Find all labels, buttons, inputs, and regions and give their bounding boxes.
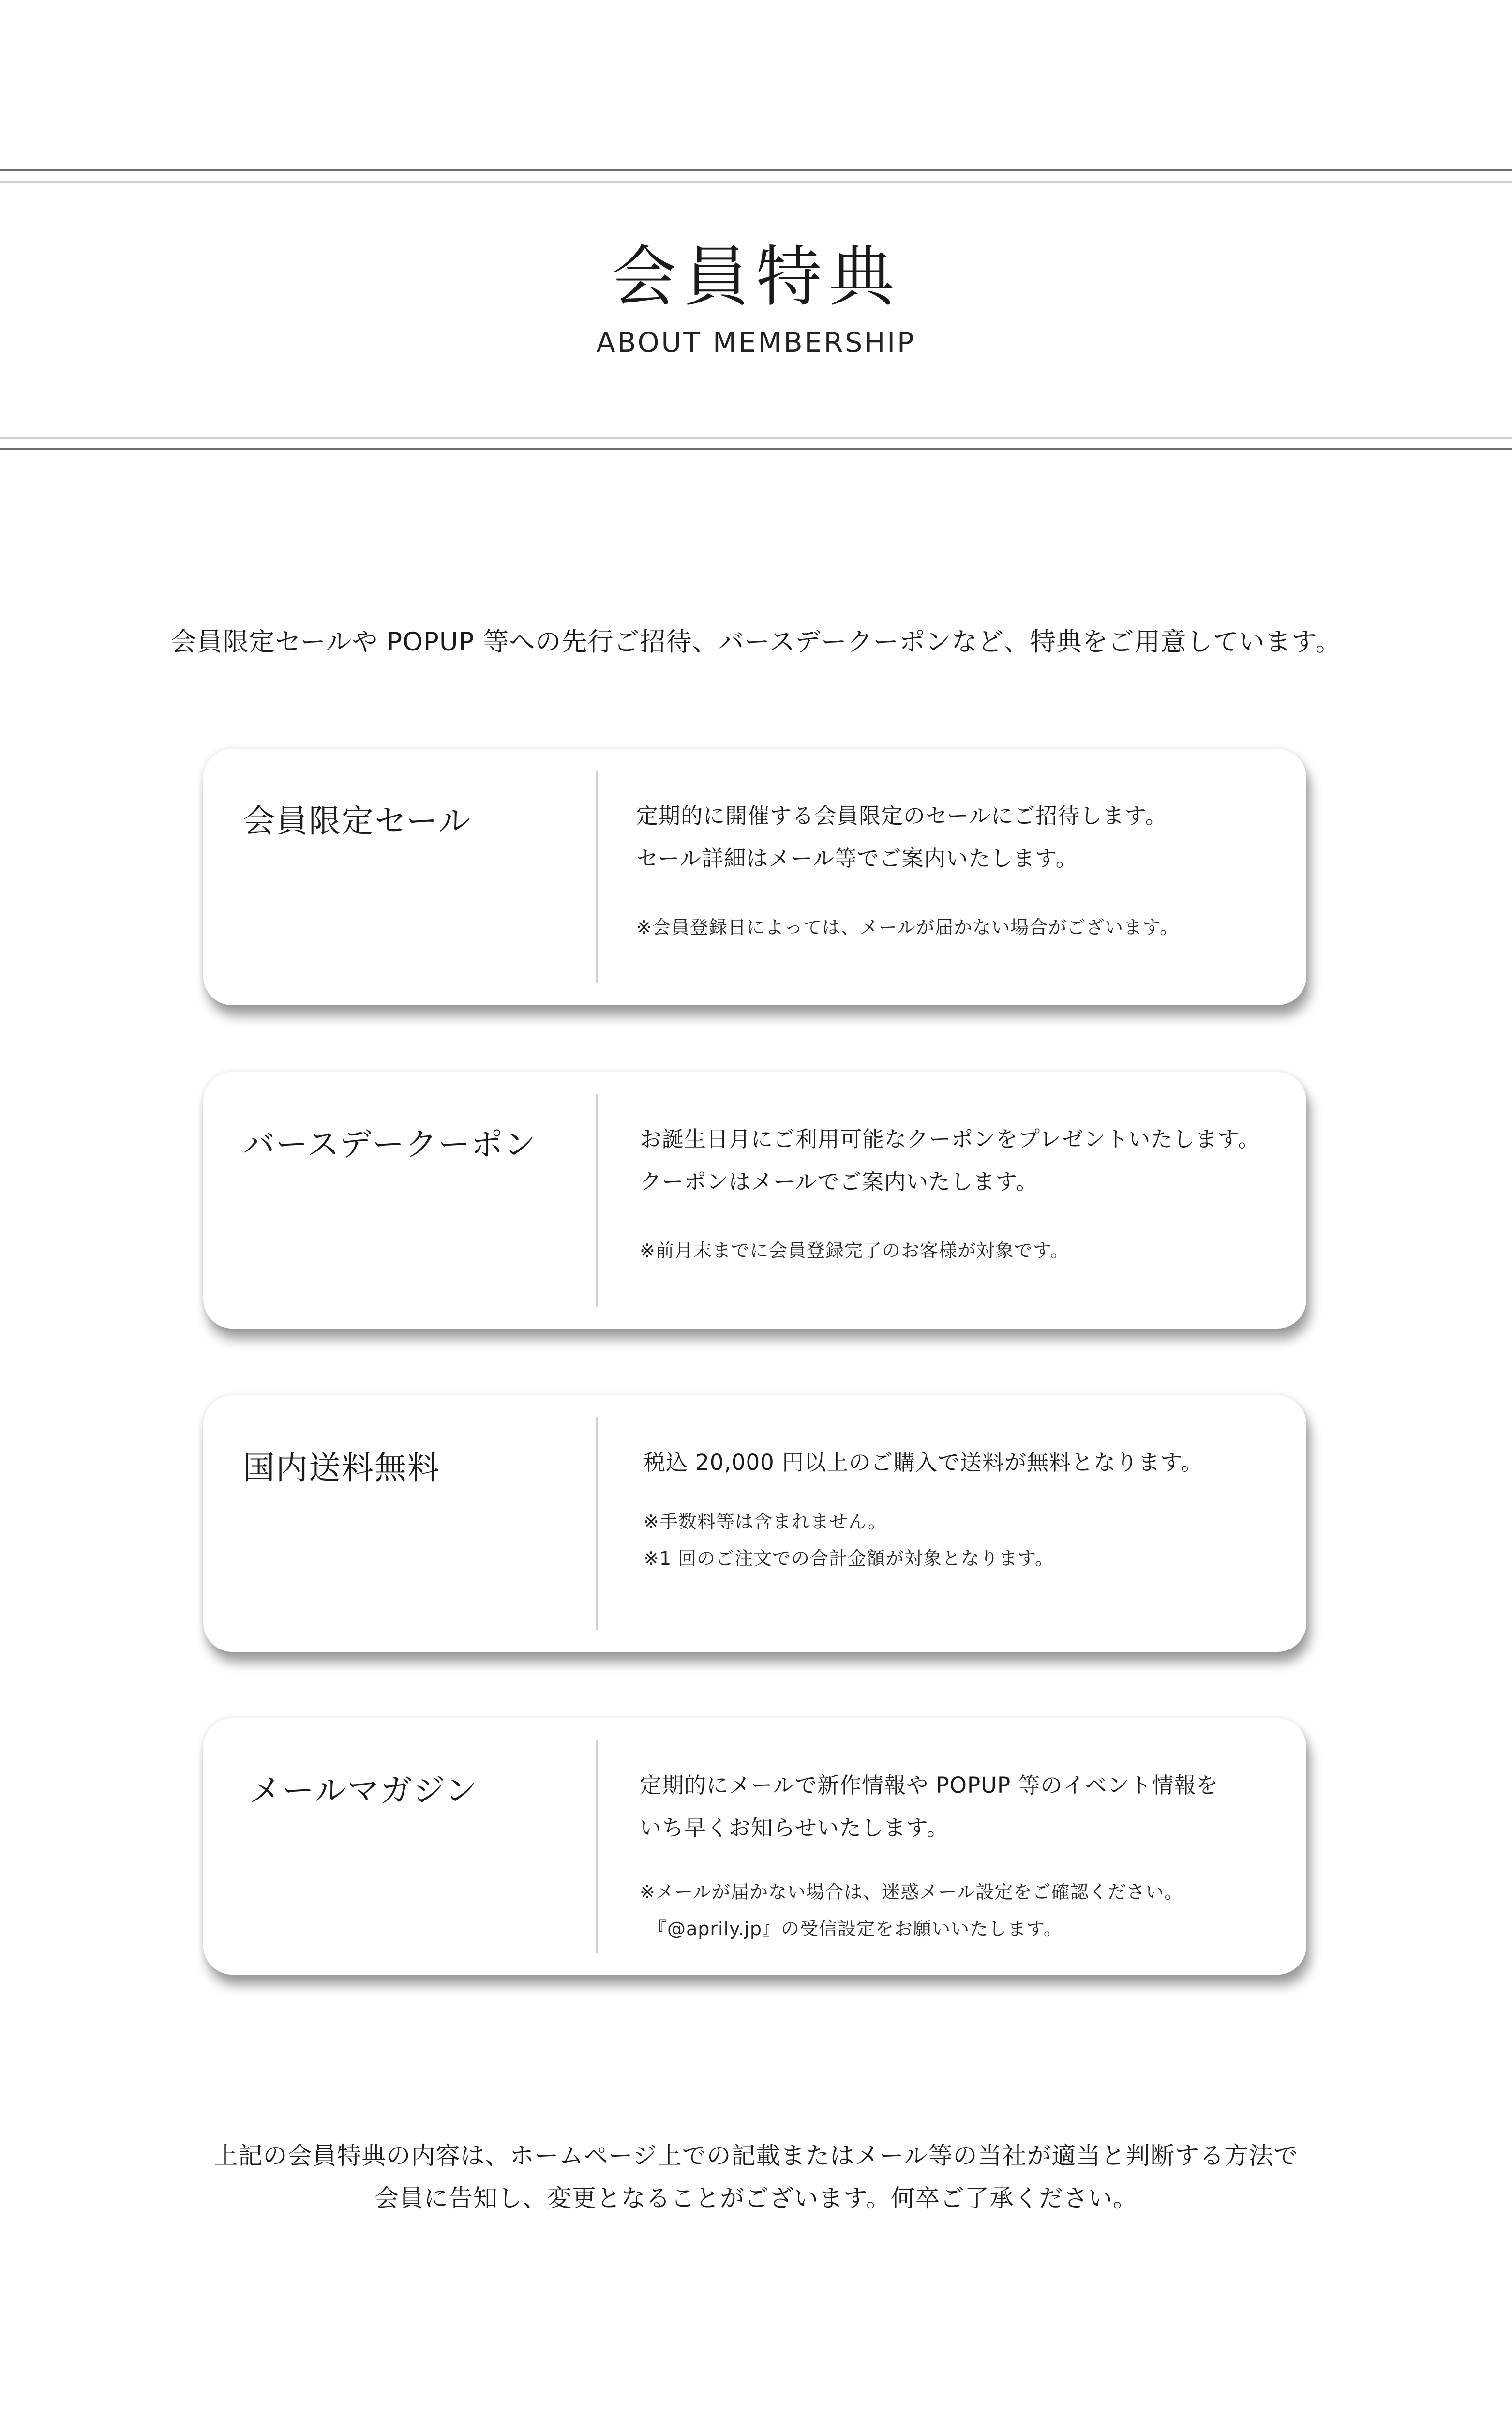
card-divider bbox=[596, 1740, 598, 1953]
card-divider bbox=[596, 1417, 598, 1630]
card-divider bbox=[596, 771, 598, 983]
benefit-card-newsletter bbox=[203, 1718, 1306, 1975]
benefit-card-free-shipping bbox=[203, 1395, 1306, 1652]
benefit-description bbox=[644, 1441, 1306, 1577]
benefit-card-birthday-coupon bbox=[203, 1072, 1306, 1329]
benefit-line: セール詳細はメール等でご案内いたします。 bbox=[636, 846, 1078, 871]
intro-text: 会員限定セールや POPUP 等への先行ご招待、バースデークーポンなど、特典をご用意しています。 bbox=[170, 627, 1342, 657]
benefit-title: バースデークーポン bbox=[243, 1126, 537, 1163]
footer-notice bbox=[0, 2134, 1512, 2220]
benefit-description bbox=[636, 795, 1306, 946]
benefit-note: ※1 回のご注文での合計金額が対象となります。 bbox=[644, 1548, 1054, 1569]
benefit-note: 『@aprily.jp』の受信設定をお願いいたします。 bbox=[648, 1918, 1063, 1939]
benefit-card-member-sale bbox=[203, 749, 1306, 1005]
benefit-line: いち早くお知らせいたします。 bbox=[640, 1815, 949, 1841]
header-rule-top-inner bbox=[0, 182, 1512, 183]
benefit-title: 会員限定セール bbox=[243, 802, 472, 840]
benefit-line: クーポンはメールでご案内いたします。 bbox=[640, 1169, 1038, 1195]
benefit-line: お誕生日月にご利用可能なクーポンをプレゼントいたします。 bbox=[640, 1126, 1260, 1152]
benefit-description bbox=[640, 1118, 1306, 1269]
benefit-description bbox=[640, 1764, 1306, 1947]
header-rule-bottom-inner bbox=[0, 437, 1512, 439]
page-title: 会員特典 bbox=[611, 239, 901, 316]
footer-line: 上記の会員特典の内容は、ホームページ上での記載またはメール等の当社が適当と判断する方法で bbox=[213, 2142, 1299, 2170]
card-divider bbox=[596, 1094, 598, 1307]
benefit-title: メールマガジン bbox=[249, 1772, 479, 1809]
benefit-line: 定期的にメールで新作情報や POPUP 等のイベント情報を bbox=[640, 1772, 1219, 1798]
benefit-note: ※会員登録日によっては、メールが届かない場合がございます。 bbox=[636, 917, 1179, 938]
benefit-note: ※前月末までに会員登録完了のお客様が対象です。 bbox=[640, 1240, 1069, 1261]
benefit-title: 国内送料無料 bbox=[243, 1449, 440, 1486]
footer-line: 会員に告知し、変更となることがございます。何卒ご了承ください。 bbox=[374, 2184, 1138, 2212]
benefit-line: 定期的に開催する会員限定のセールにご招待します。 bbox=[636, 803, 1168, 829]
benefit-note: ※手数料等は含まれません。 bbox=[644, 1511, 887, 1532]
benefit-line: 税込 20,000 円以上のご購入で送料が無料となります。 bbox=[644, 1450, 1203, 1475]
header-rule-bottom bbox=[0, 448, 1512, 450]
benefit-note: ※メールが届かない場合は、迷惑メール設定をご確認ください。 bbox=[640, 1881, 1183, 1903]
header-rule-top bbox=[0, 169, 1512, 171]
page-subtitle: ABOUT MEMBERSHIP bbox=[596, 327, 916, 359]
